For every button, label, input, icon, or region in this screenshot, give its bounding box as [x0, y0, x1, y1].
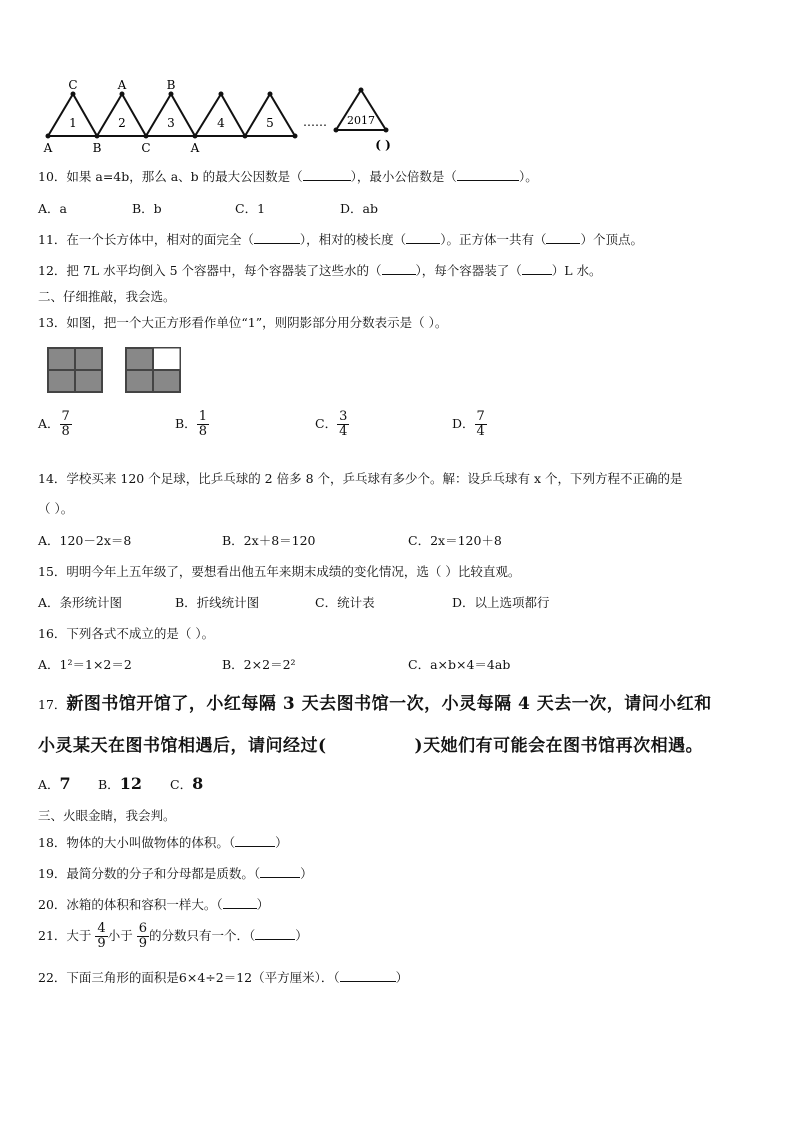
question-18 [38, 833, 288, 851]
answer-parentheses: ( ) [375, 138, 391, 152]
question-number: 15． [38, 564, 67, 579]
option-c[interactable] [315, 410, 349, 439]
paren-close: ） [256, 897, 270, 912]
question-text: 如图，把一个大正方形看作单位“1”，则阴影部分用分数表示是（ ）。 [66, 315, 448, 330]
option-label: A． [38, 777, 60, 792]
triangle-number-4: 4 [217, 116, 225, 130]
fraction: $\frac{7}{8}$ [61, 409, 70, 439]
answer-blank[interactable] [522, 274, 552, 275]
question-number: 14． [38, 471, 67, 486]
triangle-number-2: 2 [118, 116, 126, 130]
question-22 [38, 968, 408, 986]
vertex-label-bottom-3: C [141, 141, 151, 155]
question-number: 20． [38, 897, 67, 912]
last-triangle-number: 2017 [347, 114, 375, 127]
fraction: $\frac{4}{9}$ [97, 921, 106, 951]
question-text: ）L 水。 [551, 263, 602, 278]
question-text: 冰箱的体积和容积一样大。（ [66, 897, 223, 912]
option-b[interactable]: B．2x＋8＝120 [222, 533, 316, 548]
question-14 [38, 469, 683, 487]
ellipsis: …… [303, 115, 327, 129]
question-text: 大于 [66, 928, 92, 943]
answer-blank[interactable] [223, 908, 257, 909]
option-label: D． [452, 416, 475, 431]
question-text: 在一个长方体中，相对的面完全（ [66, 232, 254, 247]
option-value: 8 [192, 774, 204, 793]
question-14-paren: （ ）。 [38, 501, 74, 516]
answer-blank[interactable] [254, 243, 300, 244]
question-text: ）。正方体一共有（ [440, 232, 547, 247]
option-a[interactable]: A．条形统计图 [38, 595, 123, 610]
option-c[interactable]: C．统计表 [315, 595, 375, 610]
question-number: 18． [38, 835, 67, 850]
option-a[interactable]: A．a [38, 201, 67, 216]
option-value: 7 [59, 774, 71, 793]
question-text: 把 7L 水平均倒入 5 个容器中，每个容器装了这些水的（ [66, 263, 382, 278]
section-heading-2: 二、仔细推敲，我会选。 [38, 289, 176, 304]
option-d[interactable]: D．ab [340, 201, 378, 216]
answer-blank[interactable] [546, 243, 580, 244]
option-a[interactable]: A．120－2x＝8 [38, 533, 132, 548]
question-16 [38, 624, 214, 642]
question-19 [38, 864, 313, 882]
fraction: $\frac{7}{4}$ [476, 409, 485, 439]
option-value: 12 [119, 774, 142, 793]
question-text: 新图书馆开馆了，小红每隔 3 天去图书馆一次，小灵每隔 4 天去一次，请问小红和 [66, 694, 712, 714]
vertex-label-top-2: A [117, 78, 127, 92]
option-a[interactable] [38, 410, 72, 439]
question-text: 物体的大小叫做物体的体积。（ [66, 835, 236, 850]
answer-blank[interactable] [255, 939, 295, 940]
question-number: 21． [38, 928, 67, 943]
question-number: 13． [38, 315, 67, 330]
vertex-label-top-3: B [166, 78, 176, 92]
question-10 [38, 167, 538, 185]
paren-close: ） [395, 970, 409, 985]
vertex-label-bottom-2: B [92, 141, 102, 155]
option-label: C． [315, 416, 338, 431]
answer-blank[interactable] [235, 846, 275, 847]
question-text: 明明今年上五年级了，要想看出他五年来期末成绩的变化情况，选（ ）比较直观。 [66, 564, 521, 579]
option-b[interactable] [175, 410, 209, 439]
question-text: 小于 [107, 928, 133, 943]
question-text: ），最小公倍数是（ [350, 169, 457, 184]
question-number: 11． [38, 232, 67, 247]
question-text: 小灵某天在图书馆相遇后，请问经过( [38, 736, 327, 756]
question-11 [38, 230, 643, 248]
option-d[interactable]: D．以上选项都行 [452, 595, 550, 610]
question-text: 最简分数的分子和分母都是质数。（ [66, 866, 261, 881]
question-17-line-2 [38, 731, 703, 756]
answer-blank[interactable] [260, 877, 300, 878]
option-label: B． [175, 416, 197, 431]
question-number: 22． [38, 970, 67, 985]
question-text: ），每个容器装了（ [415, 263, 522, 278]
question-15 [38, 562, 520, 580]
option-c[interactable]: C．1 [235, 201, 266, 216]
option-label: B． [98, 777, 120, 792]
option-d[interactable] [452, 410, 487, 439]
answer-blank[interactable] [303, 180, 351, 181]
question-text: 学校买来 120 个足球，比乒乓球的 2 倍多 8 个，乒乓球有多少个。解：设乒乓球有 x 个，下列方程不正确的是 [66, 471, 683, 486]
section-heading-3: 三、火眼金睛，我会判。 [38, 808, 176, 823]
question-17 [38, 689, 712, 714]
question-number: 12． [38, 263, 67, 278]
paren-close: ） [295, 928, 308, 943]
triangle-number-3: 3 [167, 116, 175, 130]
fraction: $\frac{1}{8}$ [198, 409, 207, 439]
vertex-label-bottom-1: A [43, 141, 53, 155]
question-number: 19． [38, 866, 67, 881]
question-text: )天她们有可能会在图书馆再次相遇。 [414, 736, 704, 756]
option-b[interactable]: B．折线统计图 [175, 595, 260, 610]
answer-blank[interactable] [406, 243, 440, 244]
paren-close: ） [275, 835, 288, 850]
option-b[interactable]: B．2×2＝2² [222, 657, 296, 672]
question-20 [38, 895, 269, 913]
fraction: $\frac{3}{4}$ [339, 409, 348, 439]
option-label: A． [38, 416, 60, 431]
triangle-number-5: 5 [266, 116, 274, 130]
fraction: $\frac{6}{9}$ [138, 921, 147, 951]
paren-close: ） [300, 866, 313, 881]
square-figure-right [125, 347, 181, 393]
option-label: C． [170, 777, 193, 792]
option-b[interactable]: B．b [132, 201, 162, 216]
answer-blank[interactable] [340, 981, 396, 982]
question-text: 下面三角形的面积是6×4÷2＝12（平方厘米）．（ [66, 970, 340, 985]
option-c[interactable]: C．2x＝120＋8 [408, 533, 502, 548]
option-b[interactable] [98, 774, 142, 793]
question-text: 如果 a=4b，那么 a、b 的最大公因数是（ [66, 169, 303, 184]
option-c[interactable]: C．a×b×4＝4ab [408, 657, 511, 672]
question-text: ）。 [518, 169, 538, 184]
vertex-label-top-1: C [68, 78, 78, 92]
question-number: 16． [38, 626, 67, 641]
triangle-number-1: 1 [69, 116, 77, 130]
question-13 [38, 313, 447, 331]
question-text: ）个顶点。 [580, 232, 643, 247]
triangle-chain-figure [38, 78, 418, 158]
question-text: 的分数只有一个．（ [148, 928, 256, 943]
option-c[interactable] [170, 774, 203, 793]
answer-blank[interactable] [382, 274, 416, 275]
question-12 [38, 261, 602, 279]
question-number: 10． [38, 169, 67, 184]
option-a[interactable]: A．1²＝1×2＝2 [38, 657, 132, 672]
answer-blank[interactable] [457, 180, 519, 181]
question-number: 17． [38, 697, 67, 712]
question-text: 下列各式不成立的是（ ）。 [66, 626, 215, 641]
question-text: ），相对的棱长度（ [299, 232, 407, 247]
question-21 [38, 922, 308, 951]
option-a[interactable] [38, 774, 71, 793]
vertex-label-bottom-4: A [190, 141, 200, 155]
square-figure-left [47, 347, 103, 393]
